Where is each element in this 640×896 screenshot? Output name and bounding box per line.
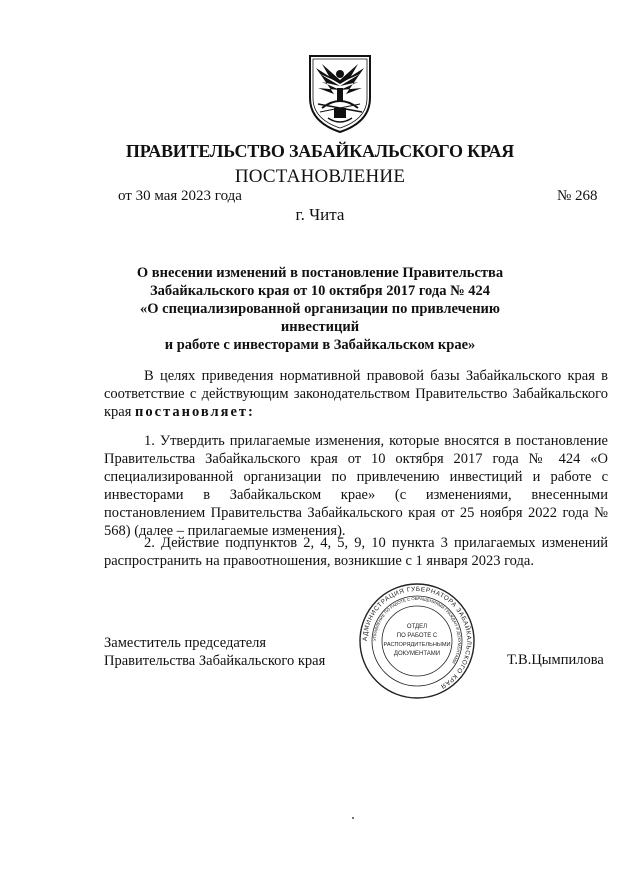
scan-dot bbox=[352, 817, 354, 819]
subject-line: О внесении изменений в постановление Правительства bbox=[136, 265, 504, 281]
official-stamp bbox=[358, 582, 476, 700]
document-city: г. Чита bbox=[295, 205, 345, 224]
item-2-paragraph: 2. Действие подпунктов 2, 4, 5, 9, 10 пункта 3 прилагаемых изменений распространить на правоотношения, возникшие с 1 января 2023 года. bbox=[104, 535, 608, 569]
preamble-emphasis: постановляет: bbox=[135, 404, 255, 420]
signatory-position-line: Правительства Забайкальского края bbox=[104, 653, 326, 669]
coat-of-arms-icon bbox=[300, 52, 380, 134]
stamp-center-line: ДОКУМЕНТАМИ bbox=[393, 651, 441, 657]
stamp-center-line: ПО РАБОТЕ С bbox=[396, 633, 438, 639]
item-1-paragraph: 1. Утвердить прилагаемые изменения, которые вносятся в постановление Правительства Забайкальского края от 10 октября 2017 года № 424 «О специализированной организации по привлечению инвестиций и работе с инвесторами в Забайкальском крае» (с изменениями, внесенными постановлением Правительства Забайкальского края от 25 ноября 2022 года № 568) (далее – прилагаемые изменения). bbox=[104, 433, 608, 539]
document-number: № 268 bbox=[557, 188, 598, 204]
signatory-position-line: Заместитель председателя bbox=[104, 635, 267, 651]
document-subject bbox=[100, 264, 540, 354]
subject-line: и работе с инвесторами в Забайкальском крае» bbox=[164, 337, 476, 353]
signatory-name: Т.В.Цымпилова bbox=[507, 652, 604, 668]
preamble-paragraph bbox=[104, 367, 608, 421]
stamp-inner-text: УПРАВЛЕНИЕ ПО РАБОТЕ С ОБРАЩЕНИЯМИ ГРАЖДАН И ДОКУМЕНТАМИ bbox=[371, 595, 463, 665]
document-type: ПОСТАНОВЛЕНИЕ bbox=[234, 166, 406, 187]
preamble-text: В целях приведения нормативной правовой базы Забайкальского края в соответствие с действующим законодательством Правительство Забайкальского края bbox=[104, 368, 608, 420]
signatory-position bbox=[104, 634, 325, 670]
subject-line: «О специализированной организации по привлечению инвестиций bbox=[140, 301, 500, 335]
stamp-center-line: ОТДЕЛ bbox=[406, 624, 428, 630]
stamp-center-line: РАСПОРЯДИТЕЛЬНЫМИ bbox=[383, 642, 451, 648]
government-title: ПРАВИТЕЛЬСТВО ЗАБАЙКАЛЬСКОГО КРАЯ bbox=[125, 141, 515, 161]
subject-line: Забайкальского края от 10 октября 2017 года № 424 bbox=[149, 283, 491, 299]
document-date: от 30 мая 2023 года bbox=[118, 188, 242, 204]
stamp-outer-text: АДМИНИСТРАЦИЯ ГУБЕРНАТОРА ЗАБАЙКАЛЬСКОГО КРАЯ bbox=[361, 585, 473, 690]
